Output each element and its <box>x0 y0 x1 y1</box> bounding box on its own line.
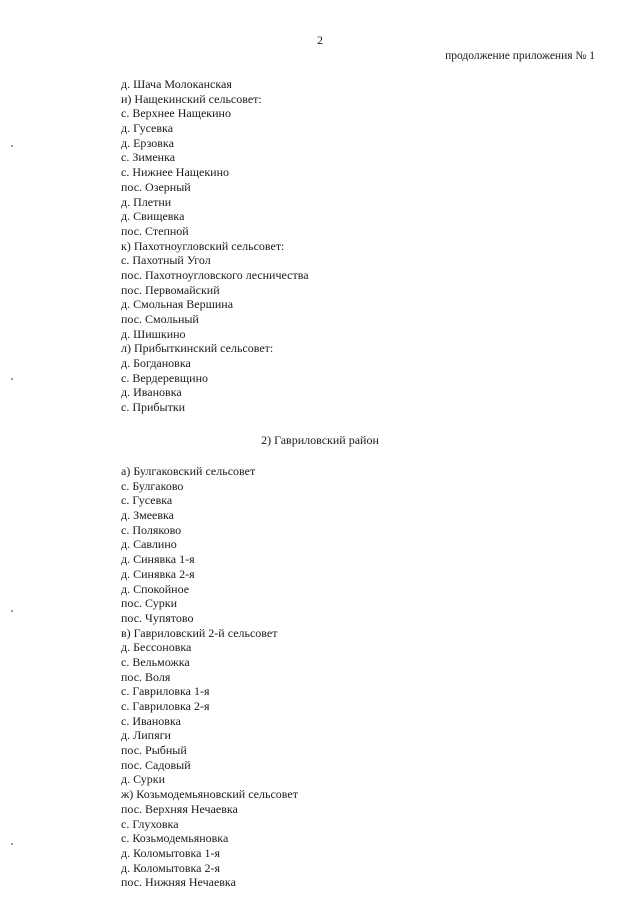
list-item: с. Булгаково <box>121 478 184 493</box>
list-item: д. Плетни <box>121 194 172 209</box>
list-item: д. Ивановка <box>121 385 182 400</box>
list-item: д. Ерзовка <box>121 135 174 150</box>
list-item: д. Змеевка <box>121 508 175 523</box>
list-item: д. Спокойное <box>121 581 190 596</box>
list-item: д. Синявка 2-я <box>121 566 195 581</box>
list-item: д. Синявка 1-я <box>121 552 195 567</box>
list-item: с. Глуховка <box>121 816 179 831</box>
list-item: и) Нащекинский сельсовет: <box>121 91 262 106</box>
list-item: пос. Рыбный <box>121 743 187 758</box>
list-item: с. Поляково <box>121 522 182 537</box>
list-item: пос. Садовый <box>121 757 191 772</box>
list-item: с. Верхнее Нащекино <box>121 106 231 121</box>
list-item: пос. Степной <box>121 223 189 238</box>
continuation-note: продолжение приложения № 1 <box>445 50 595 62</box>
list-item: с. Гусевка <box>121 493 173 508</box>
list-item: д. Шишкино <box>121 326 186 341</box>
list-item: с. Пахотный Угол <box>121 253 211 268</box>
list-item: пос. Сурки <box>121 596 178 611</box>
settlement-list-top <box>121 77 309 415</box>
list-item: с. Вердеревщино <box>121 370 209 385</box>
page-number: 2 <box>317 33 323 47</box>
list-item: в) Гавриловский 2-й сельсовет <box>121 625 278 640</box>
list-item: а) Булгаковский сельсовет <box>121 464 256 478</box>
list-item: пос. Верхняя Нечаевка <box>121 801 238 816</box>
list-item: с. Зименка <box>121 150 176 165</box>
list-item: пос. Воля <box>121 669 171 684</box>
list-item: с. Гавриловка 1-я <box>121 684 210 699</box>
list-item: д. Богдановка <box>121 356 191 371</box>
list-item: д. Смольная Вершина <box>121 297 234 312</box>
list-item: с. Вельможка <box>121 654 190 669</box>
list-item: д. Савлино <box>121 537 177 552</box>
list-item: к) Пахотноугловский сельсовет: <box>121 238 285 253</box>
list-item: с. Гавриловка 2-я <box>121 699 210 713</box>
list-item: пос. Пахотноугловского лесничества <box>121 267 309 282</box>
list-item: с. Ивановка <box>121 713 181 728</box>
list-item: д. Бессоновка <box>121 640 192 655</box>
list-item: д. Липяги <box>121 728 171 743</box>
section-heading: 2) Гавриловский район <box>261 433 379 447</box>
list-item: пос. Первомайский <box>121 282 220 297</box>
list-item: д. Гусевка <box>121 121 174 136</box>
list-item: д. Коломытовка 1-я <box>121 845 221 860</box>
margin-mark <box>11 145 13 147</box>
list-item: пос. Нижняя Нечаевка <box>121 875 236 890</box>
list-item: с. Нижнее Нащекино <box>121 165 230 180</box>
list-item: л) Прибыткинский сельсовет: <box>121 341 274 356</box>
list-item: д. Сурки <box>121 772 166 787</box>
list-item: с. Прибытки <box>121 400 186 415</box>
list-item: с. Козьмодемьяновка <box>121 831 229 846</box>
list-item: пос. Чупятово <box>121 610 194 625</box>
margin-mark <box>11 610 13 612</box>
settlement-list-bottom <box>121 464 298 890</box>
list-item: д. Свищевка <box>121 209 185 224</box>
list-item: д. Шача Молоканская <box>121 77 232 91</box>
list-item: пос. Озерный <box>121 179 191 194</box>
list-item: пос. Смольный <box>121 312 199 326</box>
margin-mark <box>11 378 13 380</box>
margin-mark <box>11 843 13 845</box>
list-item: ж) Козьмодемьяновский сельсовет <box>121 787 298 802</box>
list-item: д. Коломытовка 2-я <box>121 860 221 875</box>
